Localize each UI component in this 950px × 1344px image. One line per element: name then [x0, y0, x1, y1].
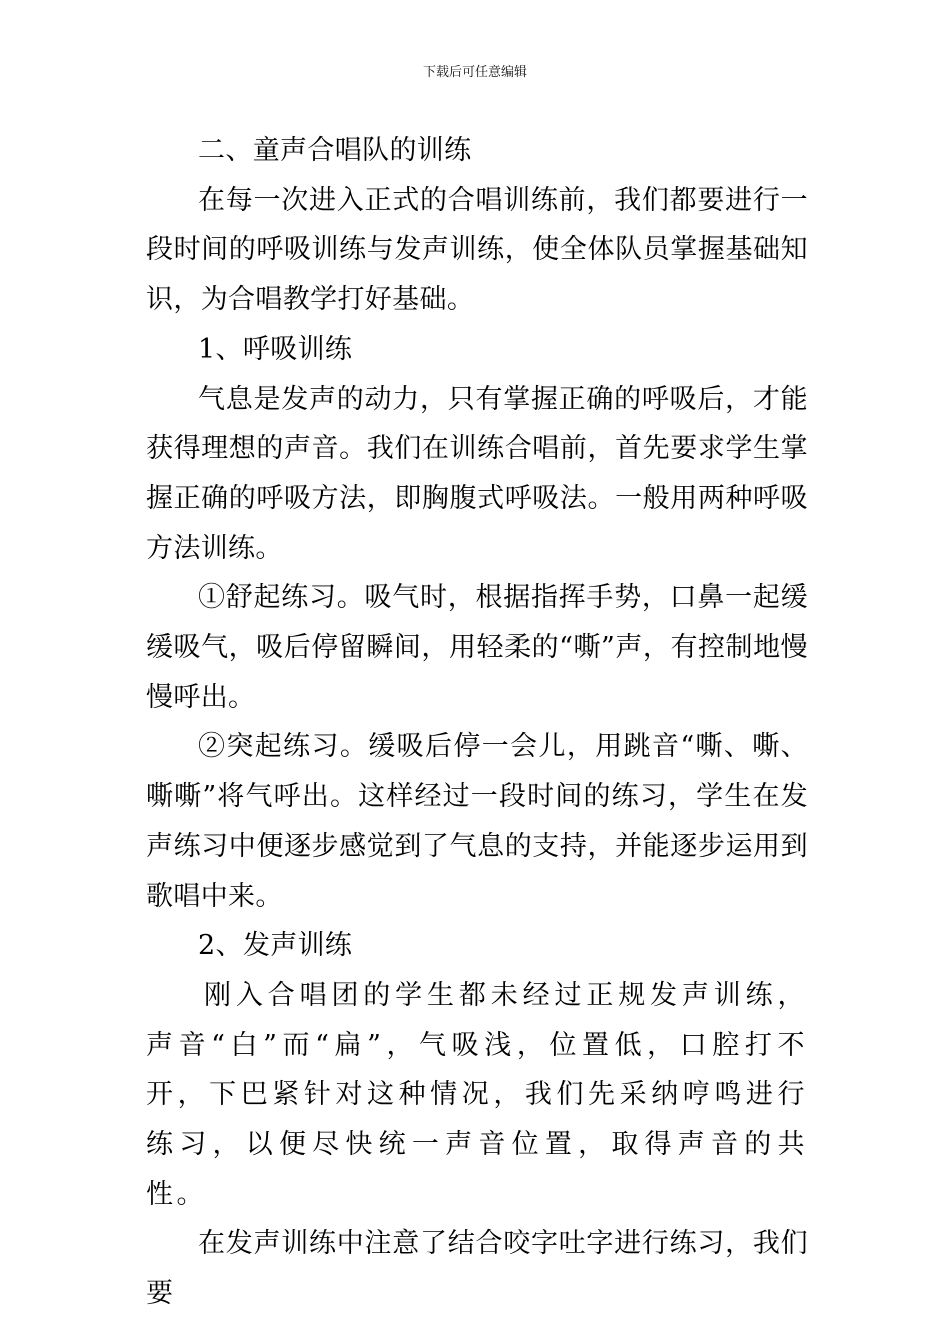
- subsection-heading-breathing: 1、呼吸训练: [198, 333, 353, 365]
- paragraph-articulation: 在发声训练中注意了结合咬字吐字进行练习，我们要: [146, 1228, 808, 1310]
- paragraph-intro: 在每一次进入正式的合唱训练前，我们都要进行一段时间的呼吸训练与发声训练，使全体队员掌握基础知识，为合唱教学打好基础。: [146, 184, 808, 316]
- paragraph-breathing: 气息是发声的动力，只有掌握正确的呼吸后，才能获得理想的声音。我们在训练合唱前，首先要求学生掌握正确的呼吸方法，即胸腹式呼吸法。一般用两种呼吸方法训练。: [146, 383, 808, 564]
- page-header: 下载后可任意编辑: [422, 65, 527, 80]
- paragraph-exercise-2: ②突起练习。缓吸后停一会儿，用跳音“嘶、嘶、嘶嘶”将气呼出。这样经过一段时间的练习，学生在发声练习中便逐步感觉到了气息的支持，并能逐步运用到歌唱中来。: [146, 731, 808, 912]
- section-heading: 二、童声合唱队的训练: [198, 135, 472, 166]
- subsection-heading-vocal: 2、发声训练: [198, 930, 353, 962]
- paragraph-vocal: 刚入合唱团的学生都未经过正规发声训练，声音“白”而“扁”，气吸浅，位置低，口腔打不开，下巴紧针对这种情况，我们先采纳哼鸣进行练习，以便尽快统一声音位置，取得声音的共性。: [146, 979, 808, 1210]
- document-body: [146, 126, 808, 1319]
- paragraph-exercise-1: ①舒起练习。吸气时，根据指挥手势，口鼻一起缓缓吸气，吸后停留瞬间，用轻柔的“嘶”声，有控制地慢慢呼出。: [146, 582, 808, 713]
